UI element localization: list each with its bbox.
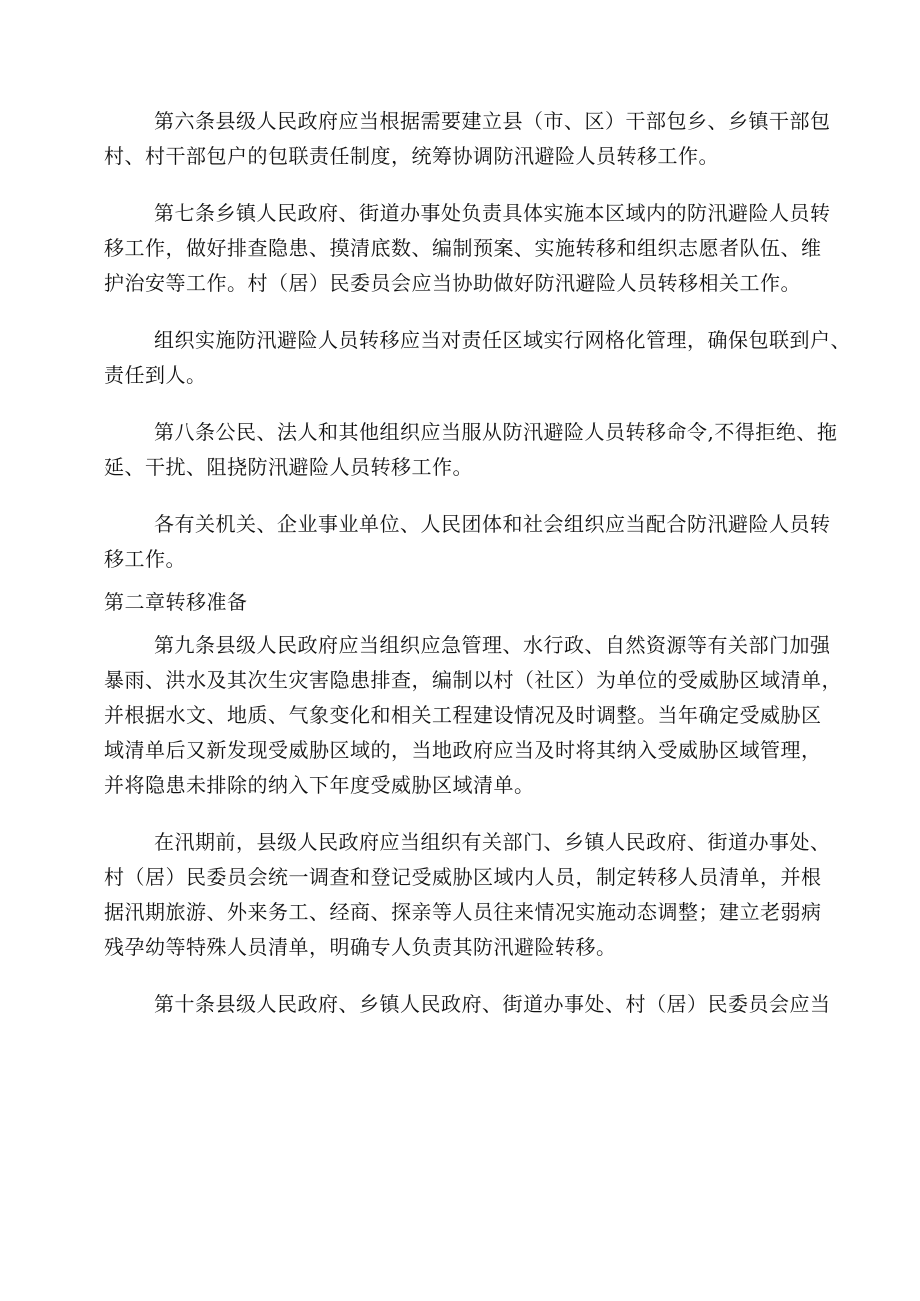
text-line: 组织实施防汛避险人员转移应当对责任区域实行网格化管理，确保包联到户、 [154, 328, 851, 352]
text-line: 村、村干部包户的包联责任制度，统筹协调防汛避险人员转移工作。 [104, 144, 719, 168]
paragraph-article-9 [104, 628, 842, 803]
text-line: 残孕幼等特殊人员清单，明确专人负责其防汛避险转移。 [104, 935, 617, 959]
text-line: 第九条县级人民政府应当组织应急管理、水行政、自然资源等有关部门加强 [154, 633, 831, 657]
text-line: 责任到人。 [104, 363, 207, 387]
paragraph-article-8 [104, 415, 838, 485]
text-line: 第七条乡镇人民政府、街道办事处负责具体实施本区域内的防汛避险人员转 [154, 201, 831, 225]
text-line: 移工作，做好排查隐患、摸清底数、编制预案、实施转移和组织志愿者队伍、维 [104, 236, 822, 260]
paragraph-flood-season [104, 825, 831, 965]
paragraph-article-7 [104, 196, 831, 301]
paragraph-article-6 [104, 104, 831, 174]
paragraph-grid-management [104, 323, 851, 393]
document-body [104, 104, 851, 1022]
text-line: 移工作。 [104, 547, 186, 571]
text-line: 在汛期前，县级人民政府应当组织有关部门、乡镇人民政府、街道办事处、 [154, 830, 831, 854]
text-line: 各有关机关、企业事业单位、人民团体和社会组织应当配合防汛避险人员转 [154, 512, 831, 536]
text-line: 据汛期旅游、外来务工、经商、探亲等人员往来情况实施动态调整；建立老弱病 [104, 900, 822, 924]
paragraph-article-10 [104, 987, 831, 1022]
text-line: 第八条公民、法人和其他组织应当服从防汛避险人员转移命令,不得拒绝、拖 [154, 420, 838, 444]
text-line: 村（居）民委员会统一调查和登记受威胁区域内人员，制定转移人员清单，并根 [104, 865, 822, 889]
paragraph-cooperation [104, 507, 831, 577]
chapter-heading: 第二章转移准备 [104, 590, 248, 614]
text-line: 并将隐患未排除的纳入下年度受威胁区域清单。 [104, 773, 535, 797]
text-line: 第十条县级人民政府、乡镇人民政府、街道办事处、村（居）民委员会应当 [154, 992, 831, 1016]
text-line: 域清单后又新发现受威胁区域的，当地政府应当及时将其纳入受威胁区域管理， [104, 738, 822, 762]
text-line: 延、干扰、阻挠防汛避险人员转移工作。 [104, 455, 473, 479]
text-line: 护治安等工作。村（居）民委员会应当协助做好防汛避险人员转移相关工作。 [104, 271, 801, 295]
text-line: 第六条县级人民政府应当根据需要建立县（市、区）干部包乡、乡镇干部包 [154, 109, 831, 133]
text-line: 并根据水文、地质、气象变化和相关工程建设情况及时调整。当年确定受威胁区 [104, 703, 822, 727]
text-line: 暴雨、洪水及其次生灾害隐患排查，编制以村（社区）为单位的受威胁区域清单， [104, 668, 842, 692]
